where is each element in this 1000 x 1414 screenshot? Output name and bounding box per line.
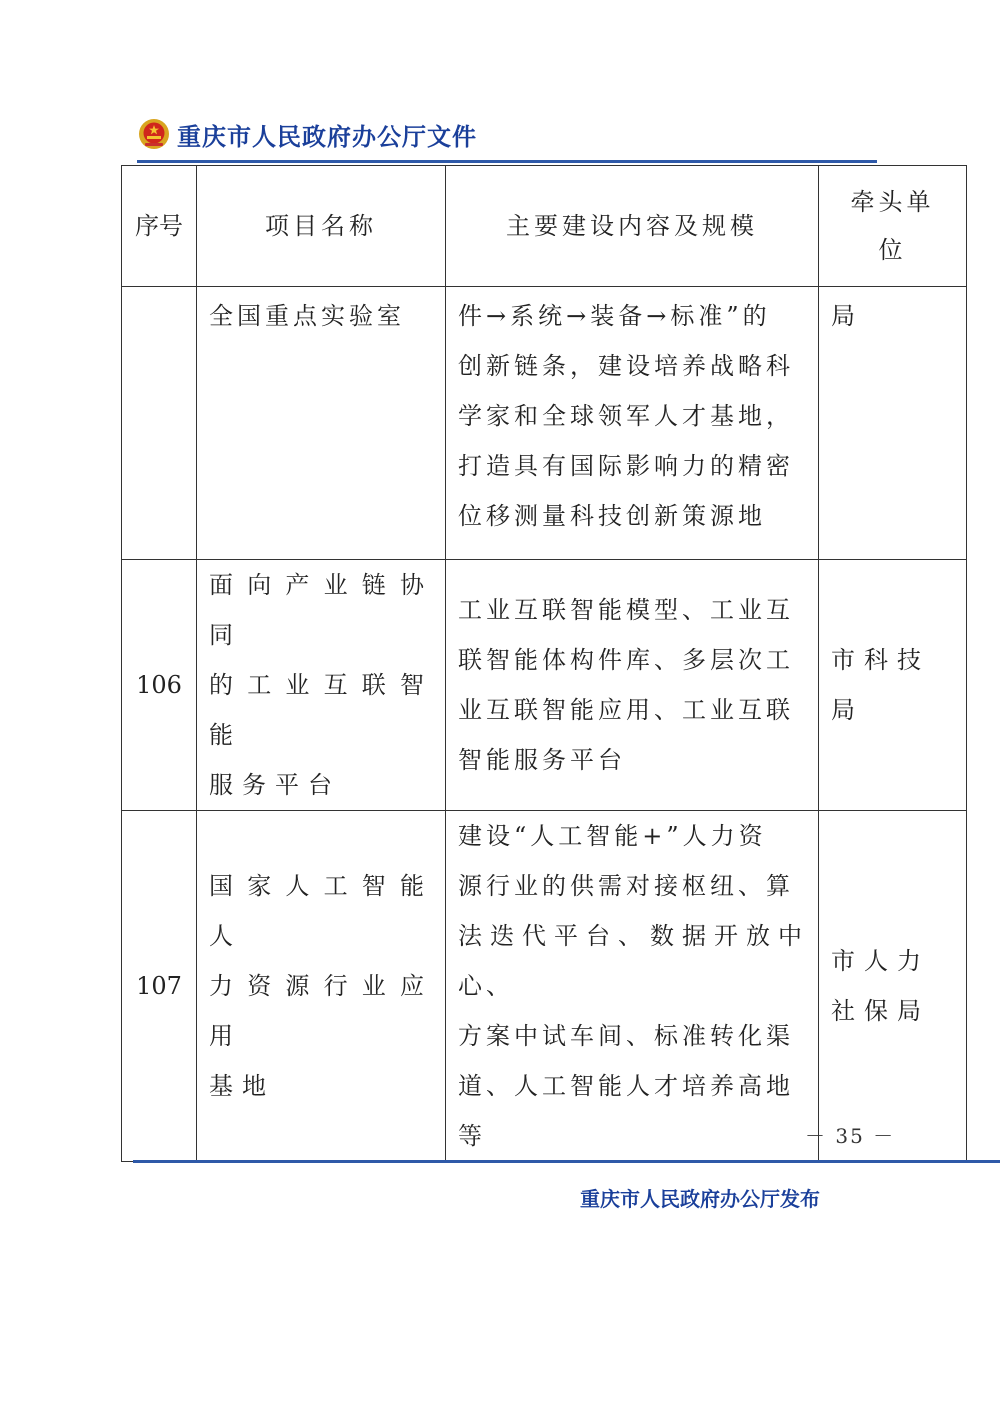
footer-publisher: 重庆市人民政府办公厅发布 [580,1187,820,1211]
row-lead-unit-text: 市人力 社保局 [831,947,930,1025]
document-header-title: 重庆市人民政府办公厅文件 [177,122,477,151]
table-row [122,287,967,560]
table-row [122,560,967,811]
page-number: － 35 － [805,1124,896,1148]
row-content [446,560,819,811]
row-lead-unit-text: 市科技 局 [831,646,930,724]
row-project-name [197,560,446,811]
row-content [446,811,819,1162]
row-project-name-text: 面向产业链协同 的工业互联智能 服务平台 [209,571,433,799]
row-content-text: 建设“人工智能+”人力资 源行业的供需对接枢纽、算 法迭代平台、数据开放中心、 方案中试车间、标准转化渠 道、人工智能人才培养高地 等 [458,822,806,1150]
row-lead-unit [819,560,967,811]
project-table [121,165,967,1162]
table-row [122,811,967,1162]
row-project-name [197,287,446,560]
table-header-row [122,166,967,287]
header-project-name-text: 项目名称 [265,212,377,240]
national-emblem-icon [137,117,171,151]
row-project-name-text: 国家人工智能人 力资源行业应用 基地 [209,872,433,1100]
row-index: 107 [122,811,197,1162]
header-divider [137,160,877,163]
row-content-text: 工业互联智能模型、工业互 联智能体构件库、多层次工 业互联智能应用、工业互联 智能服务平台 [458,596,794,774]
row-lead-unit [819,811,967,1162]
row-project-name-text: 全国重点实验室 [209,302,405,330]
document-header [137,112,477,156]
header-lead-unit-text: 牵头单 位 [850,188,935,264]
footer-divider [133,1160,1000,1163]
row-index: 106 [122,560,197,811]
row-project-name [197,811,446,1162]
header-content [446,166,819,287]
header-lead-unit [819,166,967,287]
header-index: 序号 [122,166,197,287]
row-content [446,287,819,560]
row-index [122,287,197,560]
row-lead-unit [819,287,967,560]
header-content-text: 主要建设内容及规模 [506,212,758,240]
header-project-name [197,166,446,287]
row-lead-unit-text: 局 [831,302,855,330]
row-content-text: 件→系统→装备→标准”的 创新链条，建设培养战略科 学家和全球领军人才基地， 打造具有国际影响力的精密 位移测量科技创新策源地 [458,302,794,530]
